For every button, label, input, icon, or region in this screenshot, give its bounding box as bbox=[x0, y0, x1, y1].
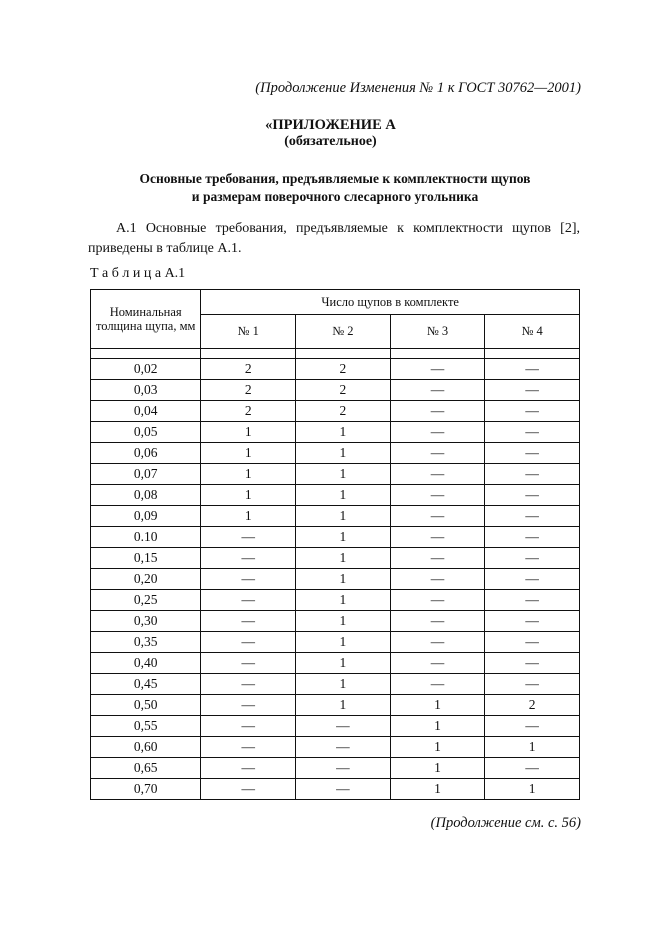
count-cell: 2 bbox=[296, 380, 391, 401]
table-caption: Т а б л и ц а А.1 bbox=[90, 266, 186, 281]
count-cell: 2 bbox=[296, 401, 391, 422]
appendix-subtitle: (обязательное) bbox=[284, 134, 377, 149]
count-cell: 1 bbox=[201, 443, 296, 464]
count-cell: — bbox=[390, 422, 485, 443]
count-cell: 2 bbox=[201, 359, 296, 380]
count-cell: — bbox=[201, 653, 296, 674]
thickness-cell: 0,07 bbox=[91, 464, 201, 485]
count-cell: — bbox=[485, 359, 580, 380]
continuation-footer: (Продолжение см. с. 56) bbox=[430, 815, 581, 831]
count-cell: — bbox=[296, 779, 391, 800]
table-row bbox=[91, 422, 580, 443]
table-row bbox=[91, 443, 580, 464]
continuation-header: (Продолжение Изменения № 1 к ГОСТ 30762—2001) bbox=[255, 80, 581, 96]
count-cell: 1 bbox=[296, 422, 391, 443]
table-row bbox=[91, 506, 580, 527]
count-cell: — bbox=[201, 737, 296, 758]
count-cell: 1 bbox=[296, 653, 391, 674]
table-row bbox=[91, 695, 580, 716]
count-cell: 1 bbox=[201, 485, 296, 506]
count-cell: — bbox=[390, 569, 485, 590]
thickness-cell: 0,60 bbox=[91, 737, 201, 758]
count-cell: 1 bbox=[296, 674, 391, 695]
thickness-cell: 0,25 bbox=[91, 590, 201, 611]
count-cell: — bbox=[201, 674, 296, 695]
count-cell: — bbox=[485, 443, 580, 464]
count-cell: — bbox=[485, 464, 580, 485]
count-cell: — bbox=[201, 548, 296, 569]
thickness-cell: 0.10 bbox=[91, 527, 201, 548]
header-col-3: № 3 bbox=[390, 315, 485, 349]
count-cell: 1 bbox=[296, 464, 391, 485]
count-cell: 2 bbox=[296, 359, 391, 380]
count-cell: — bbox=[296, 758, 391, 779]
table-row bbox=[91, 359, 580, 380]
count-cell: 1 bbox=[296, 485, 391, 506]
thickness-cell: 0,05 bbox=[91, 422, 201, 443]
table-row bbox=[91, 485, 580, 506]
header-col-1: № 1 bbox=[201, 315, 296, 349]
thickness-cell: 0,65 bbox=[91, 758, 201, 779]
table-row bbox=[91, 674, 580, 695]
count-cell: 1 bbox=[296, 611, 391, 632]
count-cell: 1 bbox=[201, 422, 296, 443]
count-cell: — bbox=[390, 443, 485, 464]
count-cell: 1 bbox=[390, 737, 485, 758]
count-cell: 1 bbox=[201, 464, 296, 485]
count-cell: — bbox=[390, 548, 485, 569]
count-cell: — bbox=[201, 527, 296, 548]
count-cell: 1 bbox=[296, 632, 391, 653]
count-cell: — bbox=[485, 485, 580, 506]
count-cell: — bbox=[390, 590, 485, 611]
count-cell: 1 bbox=[296, 548, 391, 569]
header-nominal-thickness: Номинальная толщина щупа, мм bbox=[91, 290, 201, 349]
count-cell: — bbox=[485, 380, 580, 401]
table-row bbox=[91, 716, 580, 737]
count-cell: 2 bbox=[485, 695, 580, 716]
table-row bbox=[91, 548, 580, 569]
table-row bbox=[91, 464, 580, 485]
table-row bbox=[91, 737, 580, 758]
count-cell: — bbox=[390, 401, 485, 422]
count-cell: — bbox=[485, 569, 580, 590]
count-cell: — bbox=[485, 590, 580, 611]
count-cell: 1 bbox=[296, 506, 391, 527]
table-row bbox=[91, 632, 580, 653]
count-cell: — bbox=[485, 632, 580, 653]
table-row bbox=[91, 527, 580, 548]
count-cell: — bbox=[201, 758, 296, 779]
count-cell: — bbox=[390, 359, 485, 380]
header-spacer-row bbox=[91, 349, 580, 359]
count-cell: — bbox=[201, 569, 296, 590]
header-col-2: № 2 bbox=[296, 315, 391, 349]
count-cell: 1 bbox=[390, 695, 485, 716]
count-cell: — bbox=[485, 548, 580, 569]
count-cell: 2 bbox=[201, 401, 296, 422]
count-cell: 1 bbox=[390, 716, 485, 737]
count-cell: — bbox=[201, 779, 296, 800]
count-cell: — bbox=[390, 611, 485, 632]
count-cell: — bbox=[390, 464, 485, 485]
section-heading bbox=[90, 170, 580, 206]
count-cell: 1 bbox=[296, 527, 391, 548]
count-cell: — bbox=[390, 527, 485, 548]
count-cell: — bbox=[201, 716, 296, 737]
count-cell: 1 bbox=[390, 758, 485, 779]
count-cell: 1 bbox=[296, 590, 391, 611]
count-cell: — bbox=[201, 590, 296, 611]
thickness-cell: 0,50 bbox=[91, 695, 201, 716]
count-cell: — bbox=[201, 632, 296, 653]
table-row bbox=[91, 758, 580, 779]
table-row bbox=[91, 380, 580, 401]
thickness-cell: 0,15 bbox=[91, 548, 201, 569]
count-cell: — bbox=[296, 737, 391, 758]
thickness-cell: 0,70 bbox=[91, 779, 201, 800]
count-cell: 1 bbox=[296, 443, 391, 464]
thickness-cell: 0,35 bbox=[91, 632, 201, 653]
thickness-cell: 0,09 bbox=[91, 506, 201, 527]
header-count-group: Число щупов в комплекте bbox=[201, 290, 580, 315]
count-cell: — bbox=[390, 674, 485, 695]
count-cell: — bbox=[390, 380, 485, 401]
count-cell: — bbox=[485, 674, 580, 695]
thickness-cell: 0,55 bbox=[91, 716, 201, 737]
table-row bbox=[91, 779, 580, 800]
thickness-cell: 0,08 bbox=[91, 485, 201, 506]
count-cell: — bbox=[485, 527, 580, 548]
thickness-cell: 0,20 bbox=[91, 569, 201, 590]
section-heading-line-1: Основные требования, предъявляемые к комплектности щупов bbox=[139, 171, 531, 186]
thickness-cell: 0,03 bbox=[91, 380, 201, 401]
appendix-title: «ПРИЛОЖЕНИЕ А bbox=[265, 117, 396, 133]
count-cell: — bbox=[390, 506, 485, 527]
section-heading-line-2: и размерам поверочного слесарного угольника bbox=[191, 189, 479, 204]
count-cell: — bbox=[296, 716, 391, 737]
count-cell: 1 bbox=[201, 506, 296, 527]
thickness-cell: 0,02 bbox=[91, 359, 201, 380]
count-cell: 1 bbox=[485, 737, 580, 758]
count-cell: — bbox=[485, 611, 580, 632]
count-cell: — bbox=[485, 506, 580, 527]
count-cell: — bbox=[485, 653, 580, 674]
thickness-cell: 0,30 bbox=[91, 611, 201, 632]
count-cell: — bbox=[201, 695, 296, 716]
table-row bbox=[91, 401, 580, 422]
count-cell: — bbox=[485, 758, 580, 779]
count-cell: — bbox=[485, 401, 580, 422]
count-cell: — bbox=[201, 611, 296, 632]
count-cell: 2 bbox=[201, 380, 296, 401]
body-paragraph: А.1 Основные требования, предъявляемые к комплектности щупов [2], приведены в таблице А.1. bbox=[88, 221, 580, 256]
count-cell: 1 bbox=[296, 695, 391, 716]
count-cell: 1 bbox=[390, 779, 485, 800]
thickness-cell: 0,40 bbox=[91, 653, 201, 674]
table-row bbox=[91, 611, 580, 632]
thickness-cell: 0,45 bbox=[91, 674, 201, 695]
count-cell: — bbox=[390, 632, 485, 653]
count-cell: 1 bbox=[485, 779, 580, 800]
count-cell: 1 bbox=[296, 569, 391, 590]
header-col-4: № 4 bbox=[485, 315, 580, 349]
thickness-cell: 0,04 bbox=[91, 401, 201, 422]
count-cell: — bbox=[485, 422, 580, 443]
thickness-cell: 0,06 bbox=[91, 443, 201, 464]
count-cell: — bbox=[390, 485, 485, 506]
count-cell: — bbox=[485, 716, 580, 737]
table-row bbox=[91, 569, 580, 590]
table-row bbox=[91, 653, 580, 674]
gauge-table bbox=[90, 289, 580, 800]
count-cell: — bbox=[390, 653, 485, 674]
table-row bbox=[91, 590, 580, 611]
